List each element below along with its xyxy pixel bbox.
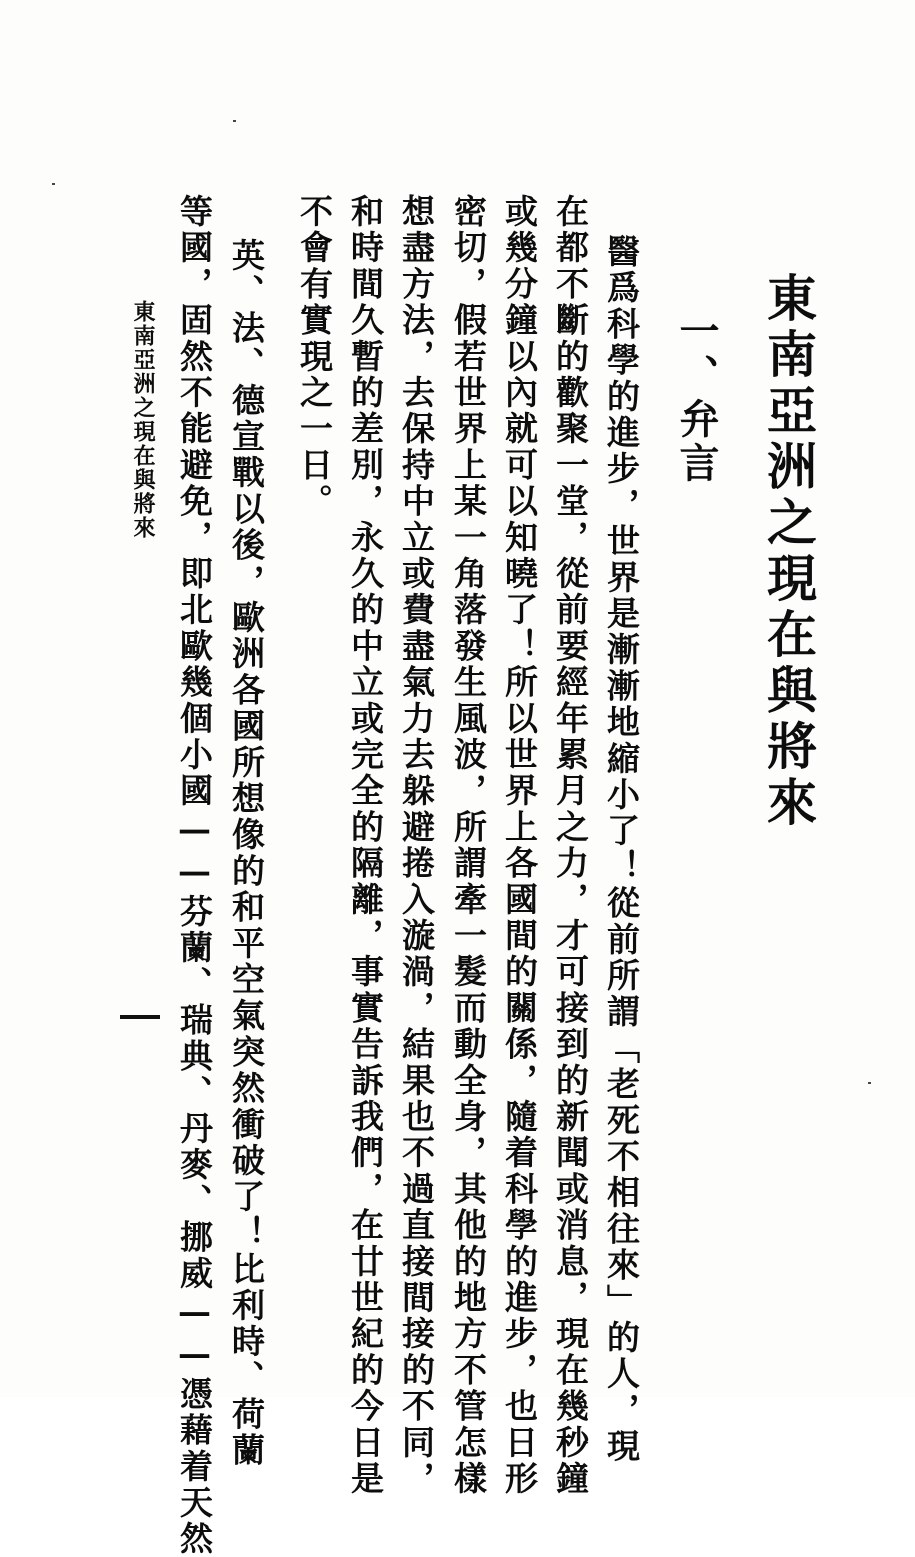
body-line: 等國，固然不能避免，即北歐幾個小國——芬蘭、瑞典、丹麥、挪威——憑藉着天然 xyxy=(175,194,214,1557)
body-line: 英、法、德宣戰以後，歐洲各國所想像的和平空氣突然衝破了！比利時、荷蘭 xyxy=(227,238,266,1469)
body-line: 密切，假若世界上某一角落發生風波，所謂牽一髮而動全身，其他的地方不管怎樣 xyxy=(449,194,488,1498)
section-heading: 一、弁言 xyxy=(673,310,720,486)
scan-speck xyxy=(868,1082,871,1084)
scan-speck xyxy=(233,120,236,122)
body-line: 不會有實現之一日。 xyxy=(295,194,334,520)
document-title: 東南亞洲之現在與將來 xyxy=(759,272,818,832)
running-head: 東南亞洲之現在與將來 xyxy=(130,300,156,540)
scan-speck xyxy=(52,183,55,185)
body-line: 在都不斷的歡聚一堂，從前要經年累月之力，才可接到的新聞或消息，現在幾秒鐘 xyxy=(551,194,590,1498)
body-line: 或幾分鐘以內就可以知曉了！所以世界上各國間的關係，隨着科學的進步，也日形 xyxy=(500,194,539,1498)
body-line: 想盡方法，去保持中立或費盡氣力去躲避捲入漩渦，結果也不過直接間接的不同， xyxy=(397,194,436,1498)
body-line: 醫爲科學的進步，世界是漸漸地縮小了！從前所謂「老死不相往來」的人，現 xyxy=(602,234,641,1465)
body-line: 和時間久暫的差別，永久的中立或完全的隔離，事實告訴我們，在廿世紀的今日是 xyxy=(346,194,385,1498)
page-number xyxy=(120,1012,160,1022)
page-number-mark xyxy=(120,1015,160,1019)
